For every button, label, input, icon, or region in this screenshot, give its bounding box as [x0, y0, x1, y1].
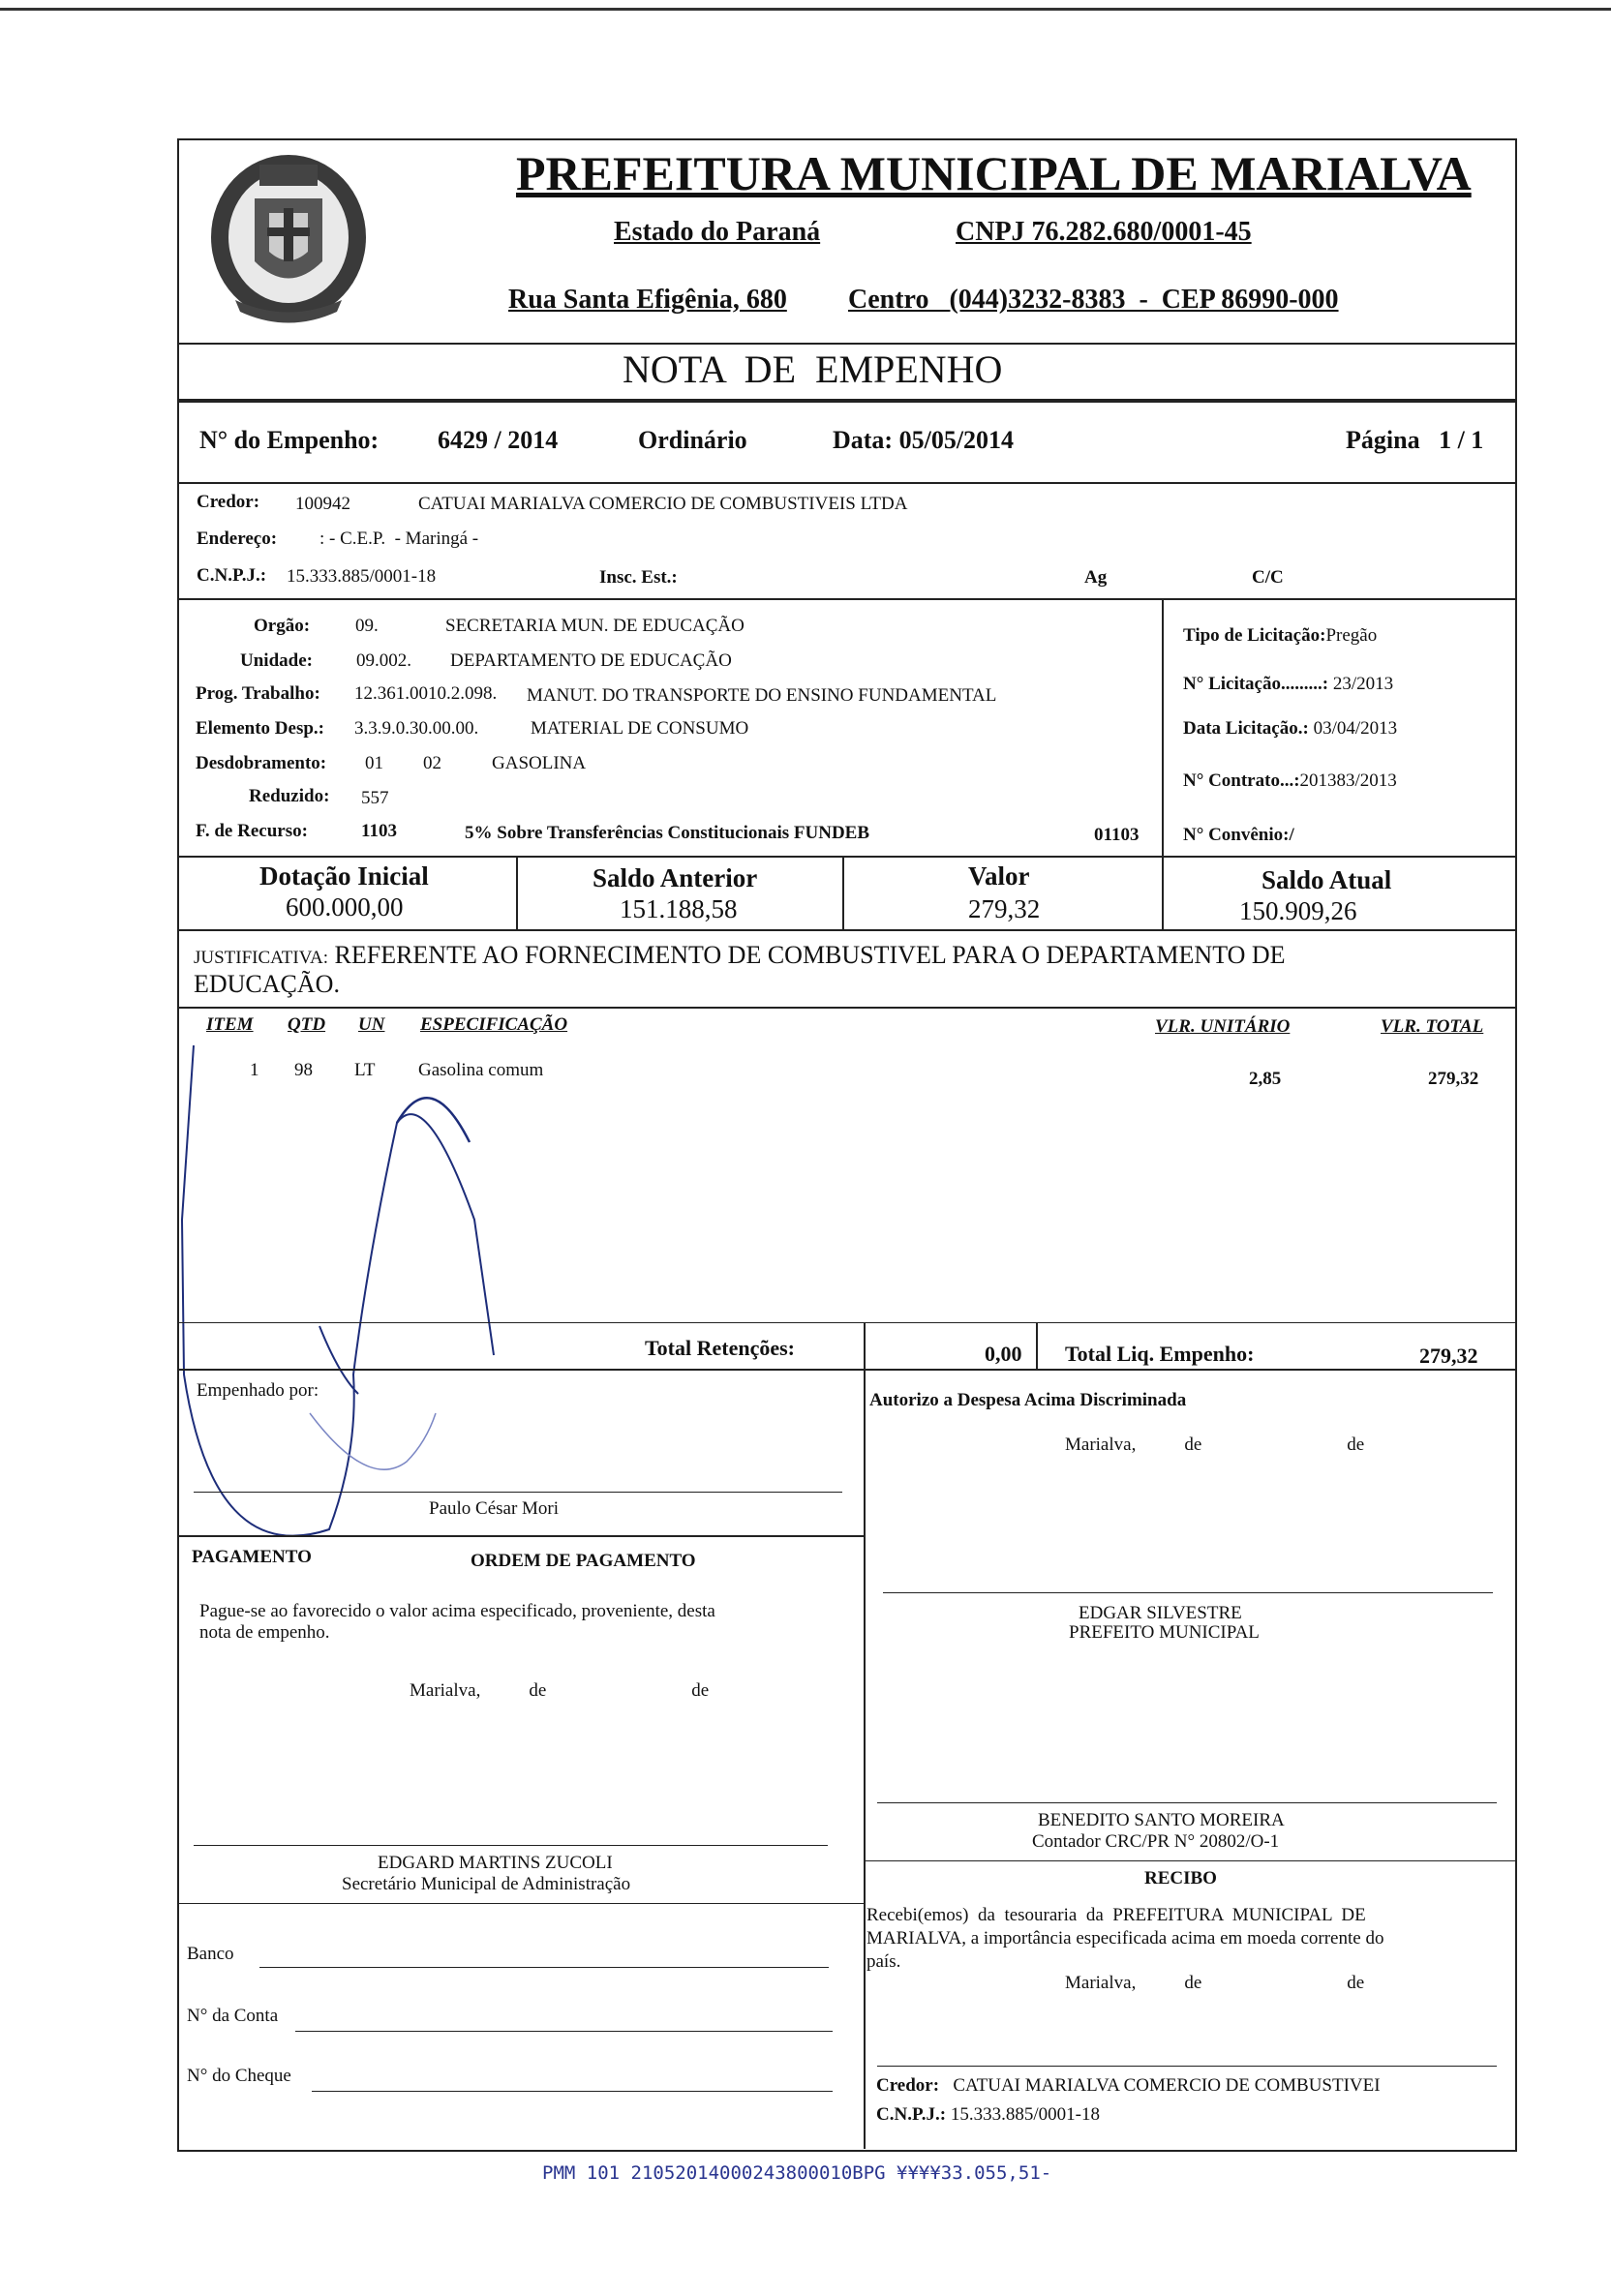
col-vlr-total: VLR. TOTAL	[1381, 1016, 1484, 1037]
empenho-type: Ordinário	[638, 426, 747, 454]
saldo-anterior-value: 151.188,58	[620, 894, 738, 923]
empenho-number: 6429 / 2014	[438, 426, 559, 454]
row-total-value: 279,32	[1428, 1069, 1479, 1089]
reduzido-value: 557	[361, 788, 389, 808]
desdobramento-name: GASOLINA	[492, 753, 587, 773]
contador-name: BENEDITO SANTO MOREIRA	[1038, 1810, 1285, 1830]
empenhado-por-label: Empenhado por:	[197, 1380, 319, 1401]
banco-label: Banco	[187, 1944, 234, 1964]
row-unit-value: 2,85	[1249, 1069, 1282, 1089]
pagamento-label: PAGAMENTO	[192, 1547, 312, 1567]
secretario-role: Secretário Municipal de Administração	[342, 1874, 631, 1894]
data-licitacao: Data Licitação.: 03/04/2013	[1183, 718, 1398, 739]
recurso-label: F. de Recurso:	[196, 821, 308, 841]
col-vlr-unitario: VLR. UNITÁRIO	[1155, 1016, 1291, 1037]
secretario-name: EDGARD MARTINS ZUCOLI	[378, 1853, 613, 1873]
tipo-licitacao: Tipo de Licitação:Pregão	[1183, 625, 1378, 646]
conta-label: N° da Conta	[187, 2006, 279, 2026]
bank-authentication-stamp: PMM 101 21052014000243800010BPG ¥¥¥¥33.055,51-	[542, 2162, 1052, 2184]
numero-licitacao: N° Licitação.........: 23/2013	[1183, 674, 1394, 694]
recurso-desc: 5% Sobre Transferências Constitucionais FUNDEB	[465, 823, 870, 843]
saldo-atual-value: 150.909,26	[1239, 896, 1357, 925]
row-qtd: 98	[294, 1060, 313, 1080]
conta-corrente-label: C/C	[1252, 567, 1284, 588]
recibo-text3: país.	[866, 1951, 901, 1972]
recibo-date: Marialva, de de	[1065, 1973, 1365, 1993]
col-item: ITEM	[206, 1014, 254, 1035]
credor-code: 100942	[295, 494, 350, 514]
total-retencoes-value: 0,00	[985, 1342, 1022, 1366]
insc-est-label: Insc. Est.:	[599, 567, 678, 588]
unidade-name: DEPARTAMENTO DE EDUCAÇÃO	[450, 650, 732, 671]
scan-edge-line	[0, 8, 1611, 11]
numero-convenio: N° Convênio:/	[1183, 825, 1294, 845]
total-retencoes-label: Total Retenções:	[645, 1336, 795, 1360]
valor-label: Valor	[968, 861, 1030, 891]
col-un: UN	[358, 1014, 385, 1035]
orgao-name: SECRETARIA MUN. DE EDUCAÇÃO	[445, 616, 745, 636]
page-number: Página 1 / 1	[1346, 426, 1484, 454]
prefeito-name: EDGAR SILVESTRE	[1079, 1603, 1242, 1623]
empenho-date: Data: 05/05/2014	[833, 426, 1015, 454]
cheque-field	[312, 2091, 833, 2092]
recibo-text1: Recebi(emos) da tesouraria da PREFEITURA MUNICIPAL DE	[866, 1905, 1366, 1925]
pagamento-date: Marialva, de de	[410, 1680, 710, 1701]
orgao-code: 09.	[355, 616, 379, 636]
reduzido-label: Reduzido:	[249, 786, 330, 806]
saldo-atual-label: Saldo Atual	[1261, 865, 1392, 894]
pagamento-text1: Pague-se ao favorecido o valor acima especificado, proveniente, desta	[199, 1601, 715, 1621]
total-liquido-value: 279,32	[1419, 1344, 1478, 1368]
recurso-code2: 01103	[1094, 825, 1140, 845]
row-item: 1	[250, 1060, 259, 1080]
banco-field	[259, 1967, 829, 1968]
credor-label: Credor:	[197, 492, 260, 512]
prog-trabalho-label: Prog. Trabalho:	[196, 683, 320, 704]
desdobramento-label: Desdobramento:	[196, 753, 327, 773]
saldo-anterior-label: Saldo Anterior	[593, 863, 758, 892]
valor-value: 279,32	[968, 894, 1041, 923]
header-cnpj: CNPJ 76.282.680/0001-45	[956, 217, 1252, 247]
unidade-label: Unidade:	[240, 650, 313, 671]
conta-field	[295, 2031, 833, 2032]
row-un: LT	[354, 1060, 376, 1080]
col-especificacao: ESPECIFICAÇÃO	[420, 1014, 568, 1035]
ordem-pagamento-label: ORDEM DE PAGAMENTO	[471, 1551, 696, 1571]
justificativa-cont: EDUCAÇÃO.	[194, 970, 340, 998]
cnpj-value: 15.333.885/0001-18	[287, 566, 437, 587]
doc-title: NOTA DE EMPENHO	[623, 347, 1003, 391]
desdobramento-a: 01	[365, 753, 383, 773]
unidade-code: 09.002.	[356, 650, 411, 671]
handwritten-signature	[174, 1045, 581, 1568]
empenhado-por-name: Paulo César Mori	[429, 1498, 560, 1519]
endereco-value: : - C.E.P. - Maringá -	[319, 529, 479, 549]
row-spec: Gasolina comum	[418, 1060, 544, 1080]
autorizo-date: Marialva, de de	[1065, 1435, 1365, 1455]
elemento-code: 3.3.9.0.30.00.00.	[354, 718, 479, 739]
page-title: PREFEITURA MUNICIPAL DE MARIALVA	[516, 146, 1472, 200]
justificativa: JUSTIFICATIVA: REFERENTE AO FORNECIMENTO DE COMBUSTIVEL PARA O DEPARTAMENTO DE	[194, 941, 1286, 969]
cnpj-label: C.N.P.J.:	[197, 565, 267, 586]
credor-name: CATUAI MARIALVA COMERCIO DE COMBUSTIVEIS LTDA	[418, 494, 908, 514]
recibo-label: RECIBO	[1144, 1868, 1217, 1888]
state-name: Estado do Paraná	[614, 217, 821, 247]
recibo-cnpj: C.N.P.J.: 15.333.885/0001-18	[876, 2104, 1100, 2125]
col-qtd: QTD	[288, 1014, 326, 1035]
contador-role: Contador CRC/PR N° 20802/O-1	[1032, 1831, 1280, 1852]
recurso-code: 1103	[361, 821, 397, 841]
coat-of-arms-icon	[192, 145, 385, 339]
header-address: Rua Santa Efigênia, 680	[508, 285, 787, 315]
autorizo-label: Autorizo a Despesa Acima Discriminada	[869, 1390, 1187, 1410]
pagamento-text2: nota de empenho.	[199, 1622, 330, 1643]
endereco-label: Endereço:	[197, 529, 278, 549]
elemento-name: MATERIAL DE CONSUMO	[531, 718, 749, 739]
agencia-label: Ag	[1084, 567, 1108, 588]
header-address-rest: Centro (044)3232-8383 - CEP 86990-000	[848, 285, 1339, 315]
prefeito-role: PREFEITO MUNICIPAL	[1069, 1622, 1260, 1643]
dotacao-inicial-value: 600.000,00	[286, 892, 404, 921]
cheque-label: N° do Cheque	[187, 2066, 291, 2086]
elemento-label: Elemento Desp.:	[196, 718, 324, 739]
dotacao-inicial-label: Dotação Inicial	[259, 861, 429, 891]
prog-trabalho-code: 12.361.0010.2.098.	[354, 683, 498, 704]
prog-trabalho-name: MANUT. DO TRANSPORTE DO ENSINO FUNDAMENTAL	[527, 685, 997, 706]
desdobramento-b: 02	[423, 753, 441, 773]
empenho-label: N° do Empenho:	[199, 426, 380, 454]
orgao-label: Orgão:	[254, 616, 311, 636]
total-liquido-label: Total Liq. Empenho:	[1065, 1342, 1255, 1366]
recibo-credor: Credor: CATUAI MARIALVA COMERCIO DE COMBUSTIVEI	[876, 2075, 1381, 2096]
numero-contrato: N° Contrato...:201383/2013	[1183, 770, 1397, 791]
recibo-text2: MARIALVA, a importância especificada acima em moeda corrente do	[866, 1928, 1384, 1949]
